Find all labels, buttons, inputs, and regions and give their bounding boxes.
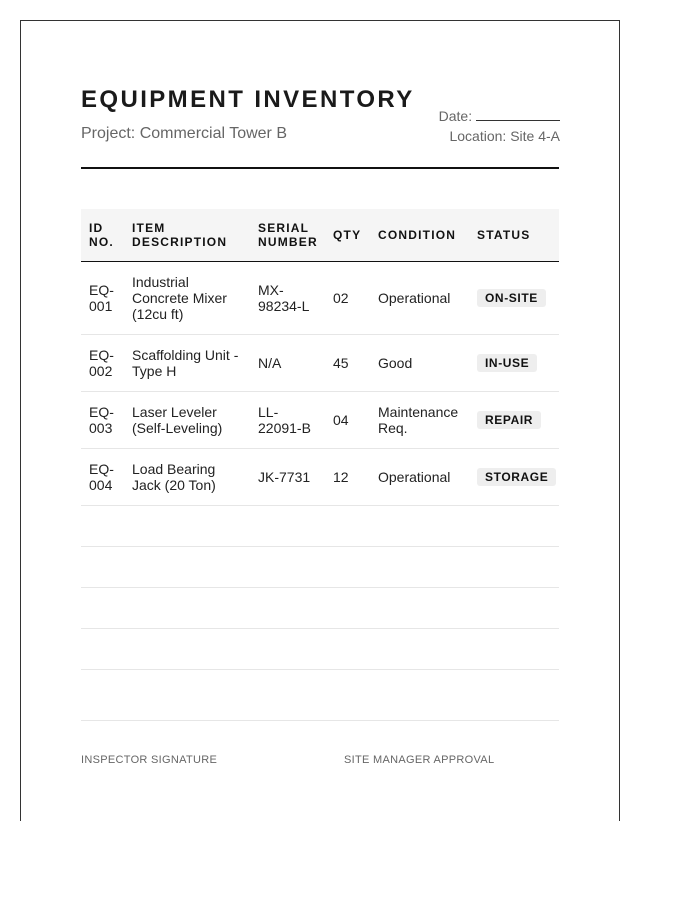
cell-qty: 04 [325,392,370,449]
blank-row-line [81,669,559,670]
cell-serial: MX- 98234-L [250,262,325,335]
cell-id: EQ- 004 [81,449,124,506]
cell-id: EQ- 003 [81,392,124,449]
cell-status [469,335,559,392]
site-manager-approval-label: SITE MANAGER APPROVAL [344,754,495,766]
cell-condition: Maintenance Req. [370,392,469,449]
cell-status [469,449,559,506]
blank-row-line [81,546,559,547]
date-field [439,106,560,126]
status-badge: ON-SITE [477,289,546,307]
column-header-qty: QTY [325,209,370,262]
table-row [81,392,559,449]
equipment-table [81,209,559,506]
date-blank-line [476,106,560,121]
cell-condition: Operational [370,262,469,335]
table-header-row [81,209,559,262]
column-header-status: STATUS [469,209,559,262]
cell-id: EQ- 002 [81,335,124,392]
column-header-description: ITEM DESCRIPTION [124,209,250,262]
cell-status [469,392,559,449]
table-row [81,335,559,392]
cell-serial: N/A [250,335,325,392]
cell-description: Load Bearing Jack (20 Ton) [124,449,250,506]
cell-qty: 12 [325,449,370,506]
cell-status [469,262,559,335]
blank-row-line [81,587,559,588]
date-label: Date: [438,108,473,124]
cell-qty: 45 [325,335,370,392]
location-text: Location: Site 4-A [449,128,560,144]
cell-condition: Good [370,335,469,392]
status-badge: STORAGE [477,468,556,486]
cell-description: Industrial Concrete Mixer (12cu ft) [124,262,250,335]
blank-row-line [81,720,559,721]
status-badge: REPAIR [477,411,541,429]
table-row [81,262,559,335]
cell-qty: 02 [325,262,370,335]
cell-description: Laser Leveler (Self-Leveling) [124,392,250,449]
inventory-sheet [20,20,620,821]
document-title: EQUIPMENT INVENTORY [81,86,415,113]
status-badge: IN-USE [477,354,537,372]
cell-condition: Operational [370,449,469,506]
cell-serial: LL- 22091-B [250,392,325,449]
table-row [81,449,559,506]
inspector-signature-label: INSPECTOR SIGNATURE [81,754,218,766]
column-header-condition: CONDITION [370,209,469,262]
cell-description: Scaffolding Unit - Type H [124,335,250,392]
cell-id: EQ- 001 [81,262,124,335]
column-header-serial: SERIAL NUMBER [250,209,325,262]
header-divider [81,167,559,169]
column-header-id: ID NO. [81,209,124,262]
project-name: Project: Commercial Tower B [81,125,287,142]
blank-row-line [81,628,559,629]
cell-serial: JK-7731 [250,449,325,506]
document-meta [439,106,560,146]
